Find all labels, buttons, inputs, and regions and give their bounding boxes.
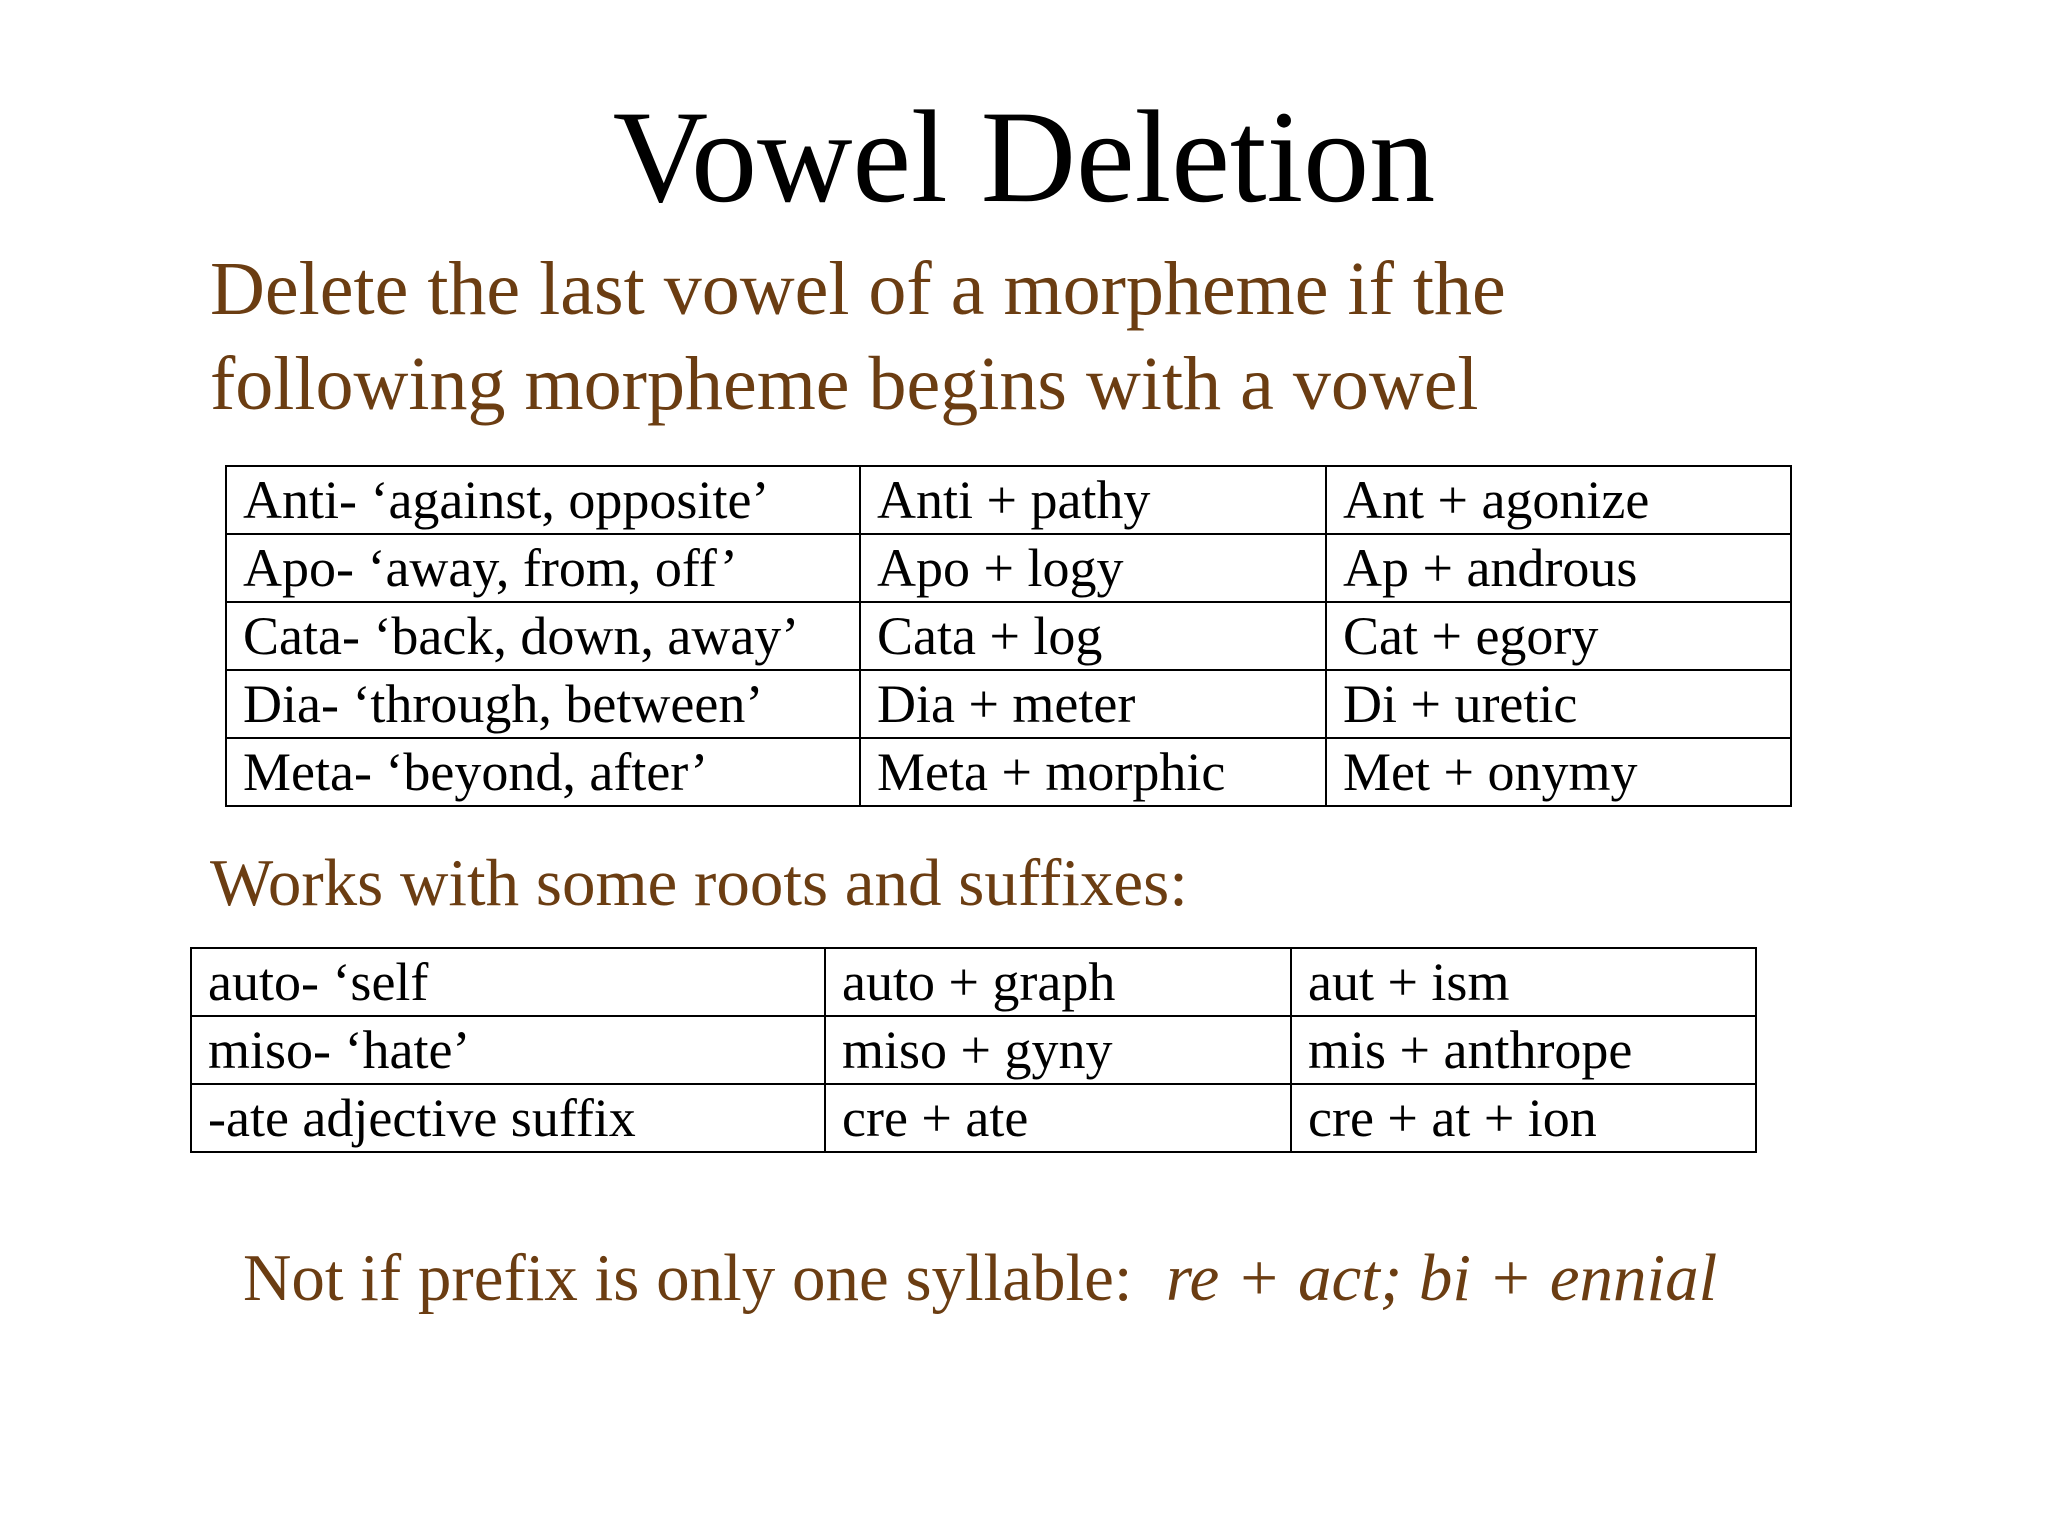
full-form-cell: cre + ate <box>825 1084 1291 1152</box>
prefix-cell: Dia- ‘through, between’ <box>226 670 860 738</box>
full-form-cell: miso + gyny <box>825 1016 1291 1084</box>
exception-note <box>243 1233 1717 1323</box>
slide-title: Vowel Deletion <box>612 83 1436 230</box>
prefix-cell: Apo- ‘away, from, off’ <box>226 534 860 602</box>
deleted-form-cell: Ap + androus <box>1326 534 1791 602</box>
prefix-cell: Cata- ‘back, down, away’ <box>226 602 860 670</box>
full-form-cell: Dia + meter <box>860 670 1326 738</box>
table-row <box>226 738 1791 806</box>
deleted-form-cell: Cat + egory <box>1326 602 1791 670</box>
full-form-cell: Anti + pathy <box>860 466 1326 534</box>
exception-note-text: Not if prefix is only one syllable: <box>243 1241 1133 1315</box>
table-row <box>191 1084 1756 1152</box>
table-row <box>226 466 1791 534</box>
full-form-cell: Meta + morphic <box>860 738 1326 806</box>
deleted-form-cell: cre + at + ion <box>1291 1084 1756 1152</box>
morpheme-cell: miso- ‘hate’ <box>191 1016 825 1084</box>
exception-examples: re + act; bi + ennial <box>1165 1241 1718 1315</box>
deleted-form-cell: aut + ism <box>1291 948 1756 1016</box>
full-form-cell: Cata + log <box>860 602 1326 670</box>
deleted-form-cell: mis + anthrope <box>1291 1016 1756 1084</box>
deleted-form-cell: Di + uretic <box>1326 670 1791 738</box>
full-form-cell: auto + graph <box>825 948 1291 1016</box>
roots-subheading: Works with some roots and suffixes: <box>210 846 1188 920</box>
table-row <box>226 534 1791 602</box>
deleted-form-cell: Ant + agonize <box>1326 466 1791 534</box>
table-row <box>226 670 1791 738</box>
prefix-cell: Anti- ‘against, opposite’ <box>226 466 860 534</box>
rule-description <box>210 242 1910 432</box>
rule-line-1: Delete the last vowel of a morpheme if the <box>210 247 1506 331</box>
prefix-cell: Meta- ‘beyond, after’ <box>226 738 860 806</box>
deleted-form-cell: Met + onymy <box>1326 738 1791 806</box>
roots-table <box>190 947 1757 1153</box>
table-row <box>226 602 1791 670</box>
table-row <box>191 948 1756 1016</box>
full-form-cell: Apo + logy <box>860 534 1326 602</box>
rule-line-2: following morpheme begins with a vowel <box>210 342 1479 426</box>
prefix-table <box>225 465 1792 807</box>
morpheme-cell: -ate adjective suffix <box>191 1084 825 1152</box>
table-row <box>191 1016 1756 1084</box>
morpheme-cell: auto- ‘self <box>191 948 825 1016</box>
